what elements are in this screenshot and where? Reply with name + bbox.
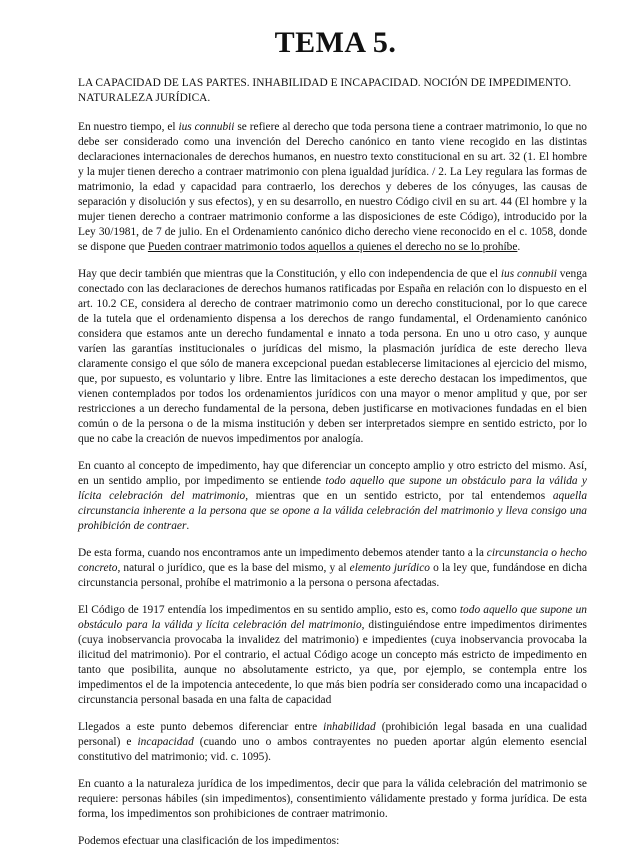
text-run: se refiere al derecho que toda persona tiene a contraer matrimonio, lo que no debe ser considerado como una invención del Derecho canónico en tanto viene recogido en las distintas declaraciones internacionales de derechos humanos, en nuestro texto constitucional en su art. 32 (1. El hombre y la mujer tienen derecho a contraer matrimonio con plena igualdad jurídica. / 2. La Ley regulara las formas de matrimonio, la edad y capacidad para contraerlo, los derechos y deberes de los cónyuges, las causas de separación y disolución y sus efectos), y en su desarrollo, en nuestro Código civil en su art. 44 (El hombre y la mujer tienen derecho a contraer matrimonio conforme a las disposiciones de este Código), introducido por la Ley 30/1981, de 7 de julio. En el Ordenamiento canónico dicho derecho viene reconocido en el c. 1058, donde se dispone que [78,121,587,253]
text-run: o la ley que, fundándose en dicha circunstancia personal, prohíbe el matrimonio a la persona o persona afectadas. [78,562,587,589]
text-run: (cuando uno o ambos contrayentes no pueden aportar algún elemento esencial constitutivo del matrimonio; vid. c. 1095). [78,736,587,763]
text-run: En cuanto a la naturaleza jurídica de los impedimentos, decir que para la válida celebración del matrimonio se requiere: personas hábiles (sin impedimentos), consentimiento válidamente prestado y forma jurídica. De esta forma, los impedimentos son prohibiciones de contraer matrimonio. [78,778,587,820]
paragraph-naturaleza [78,777,587,822]
text-run: , natural o jurídico, que es la base del mismo, y al [117,562,350,574]
italic-term: elemento jurídico [349,562,430,574]
text-run: Podemos efectuar una clasificación de los impedimentos: [78,835,340,847]
paragraph-codigo-1917 [78,603,587,708]
text-run: Llegados a este punto debemos diferenciar entre [78,721,324,733]
paragraph-constitucion [78,267,587,447]
italic-term: incapacidad [137,736,194,748]
italic-term: ius connubii [178,121,235,133]
text-run: venga conectado con las declaraciones de derechos humanos ratificadas por España en relación con lo dispuesto en el art. 10.2 CE, considera al derecho de contraer matrimonio como un derecho constitucional, por lo que carece de la tutela que el ordenamiento dispensa a los derechos de rango fundamental, el Ordenamiento canónico considera que estamos ante un derecho fundamental e innato a toda persona. En uno u otro caso, y aunque varíen las garantías institucionales o jurídicas del mismo, la plasmación jurídica de este derecho lleva claramente consigo el que sólo de manera excepcional puedan establecerse limitaciones al ejercicio del mismo, que, por supuesto, es voluntario y libre. Entre las limitaciones a este derecho destacan los impedimentos, que vienen contemplados por todos los ordenamientos jurídicos con una mayor o menor amplitud y que, por ser restricciones a un derecho fundamental de la persona, deben justificarse en motivaciones fundadas en el bien común o de la persona o de la misma institución y deben ser interpretados siempre en sentido estricto, por lo que no cabe la creación de nuevos impedimentos por analogía. [78,268,588,445]
text-run: , distinguiéndose entre impedimentos dirimentes (cuya inobservancia provocaba la invalidez del matrimonio) e impedientes (cuya inobservancia provocaba la ilicitud del matrimonio). Por el contrario, el actual Código acoge un concepto más estricto de impedimento en tanto que posibilita, aunque no absolutamente estricto, ya que, por ejemplo, se contempla entre los impedimentos el de la impotencia antecedente, lo que más bien podría ser considerado como una incapacidad o circunstancia personal basada en una falta de capacidad [78,619,587,706]
text-run: De esta forma, cuando nos encontramos ante un impedimento debemos atender tanto a la [78,547,487,559]
underlined-quote: Pueden contraer matrimonio todos aquellos a quienes el derecho no se lo prohíbe [147,241,518,253]
text-run: En nuestro tiempo, el [78,121,179,133]
italic-term: circunstancia o hecho concreto [78,547,587,574]
italic-definition: todo aquello que supone un obstáculo para la válida y lícita celebración del matrimonio [78,604,587,631]
paragraph-inhabilidad [78,720,587,765]
paragraph-ius-connubii [78,120,587,255]
text-run: . [186,520,190,532]
italic-term: inhabilidad [323,721,376,733]
paragraph-clasificacion [78,834,587,849]
text-run: . [517,241,521,253]
italic-definition: todo aquello que supone un obstáculo para la válida y lícita celebración del matrimonio [78,475,587,502]
text-run: , mientras que en un sentido estricto, por tal entendemos [245,490,553,502]
italic-definition: aquella circunstancia inherente a la persona que se opone a la válida celebración del matrimonio y lleva consigo una prohibición de contraer [78,490,588,532]
section-heading: LA CAPACIDAD DE LAS PARTES. INHABILIDAD E INCAPACIDAD. NOCIÓN DE IMPEDIMENTO. NATURALEZA JURÍDICA. [78,77,572,104]
text-run: El Código de 1917 entendía los impedimentos en su sentido amplio, esto es, como [78,604,460,616]
paragraph-circunstancia [78,546,587,591]
text-run: (prohibición legal basada en una cualidad personal) e [78,721,587,748]
page-title: TEMA 5. [274,26,397,59]
paragraph-concepto [78,459,587,534]
text-run: En cuanto al concepto de impedimento, hay que diferenciar un concepto amplio y otro estricto del mismo. Así, en un sentido amplio, por impedimento se entiende [78,460,587,487]
italic-term: ius connubii [500,268,557,280]
text-run: Hay que decir también que mientras que la Constitución, y ello con independencia de que el [78,268,501,280]
